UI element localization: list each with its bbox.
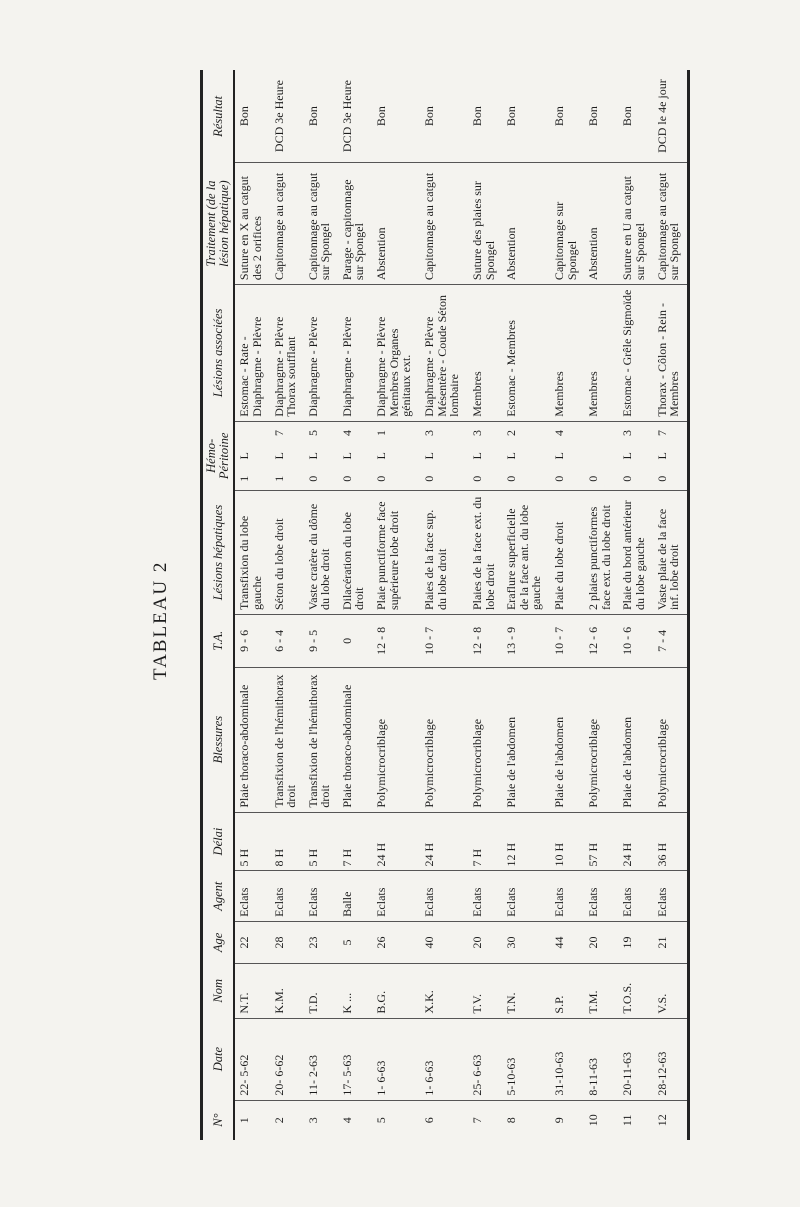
treatment-cell: Capitonnage sur Spongel <box>550 163 584 285</box>
name-cell: T.M. <box>584 963 618 1018</box>
delay-cell: 7 H <box>338 812 372 871</box>
treatment-cell: Capitonnage au catgut <box>420 163 468 285</box>
hemoperitoine-a-cell: 0 <box>338 467 372 490</box>
hemoperitoine-b-cell: L <box>339 452 354 460</box>
date-cell: 8-11-63 <box>584 1018 618 1100</box>
injuries-cell: Transfixion de l'hémithorax droit <box>270 667 304 812</box>
date-cell: 20- 6-62 <box>270 1018 304 1100</box>
name-cell: B.G. <box>372 963 420 1018</box>
table-row <box>468 70 502 1140</box>
delay-cell: 7 H <box>468 812 502 871</box>
injuries-cell: Polymicrocriblage <box>372 667 420 812</box>
name-cell: S.P. <box>550 963 584 1018</box>
injuries-cell: Plaie de l'abdomen <box>550 667 584 812</box>
age-cell: 44 <box>550 921 584 963</box>
blood-pressure-cell: 12 - 6 <box>584 615 618 668</box>
associated-lesions-cell: Membres <box>584 285 618 422</box>
header-ta: T.A. <box>202 615 235 668</box>
header-lesions-associees: Lésions associées <box>202 285 235 422</box>
age-cell: 40 <box>420 921 468 963</box>
hepatic-lesions-cell: Vaste cratère du dôme du lobe droit <box>304 491 338 615</box>
agent-cell: Eclats <box>234 871 269 921</box>
table-row <box>618 70 652 1140</box>
name-cell: V.S. <box>653 963 689 1018</box>
age-cell: 20 <box>468 921 502 963</box>
agent-cell: Balle <box>338 871 372 921</box>
hemoperitoine-b-cell: L <box>504 452 519 460</box>
treatment-cell: Parage - capitonnage sur Spongel <box>338 163 372 285</box>
date-cell: 5-10-63 <box>502 1018 550 1100</box>
hepatic-lesions-cell: Plaie punctiforme face supérieure lobe droit <box>372 491 420 615</box>
table-row <box>270 70 304 1140</box>
injuries-cell: Transfixion de l'hémithorax droit <box>304 667 338 812</box>
row-number: 4 <box>339 1117 354 1124</box>
name-cell: K.M. <box>270 963 304 1018</box>
row-number: 7 <box>469 1117 484 1124</box>
name-cell: T.D. <box>304 963 338 1018</box>
result-cell: Bon <box>468 70 502 163</box>
agent-cell: Eclats <box>653 871 689 921</box>
age-cell: 21 <box>653 921 689 963</box>
agent-cell: Eclats <box>550 871 584 921</box>
associated-lesions-cell: Diaphragme - Plèvre Membres Organes génitaux ext. <box>372 285 420 422</box>
agent-cell: Eclats <box>372 871 420 921</box>
hepatic-lesions-cell: Dilacération du lobe droit <box>338 491 372 615</box>
row-number: 1 <box>237 1117 252 1124</box>
hemoperitoine-c-cell: 1 <box>374 430 389 436</box>
blood-pressure-cell: 6 - 4 <box>270 615 304 668</box>
delay-cell: 10 H <box>550 812 584 871</box>
hemoperitoine-a-cell: 0 <box>304 467 338 490</box>
table-row <box>304 70 338 1140</box>
result-cell: DCD 3e Heure <box>338 70 372 163</box>
name-cell: T.O.S. <box>618 963 652 1018</box>
treatment-cell: Capitonnage au catgut sur Spongel <box>304 163 338 285</box>
blood-pressure-cell: 12 - 8 <box>372 615 420 668</box>
hemoperitoine-b-cell: L <box>271 452 286 460</box>
hemoperitoine-a-cell: 0 <box>653 467 689 490</box>
agent-cell: Eclats <box>468 871 502 921</box>
injuries-cell: Polymicrocriblage <box>420 667 468 812</box>
age-cell: 5 <box>338 921 372 963</box>
result-cell: Bon <box>618 70 652 163</box>
hemoperitoine-a-cell: 0 <box>618 467 652 490</box>
hemoperitoine-c-cell <box>584 421 618 444</box>
hemoperitoine-b-cell: L <box>237 452 252 460</box>
hemoperitoine-c-cell: 7 <box>654 430 669 436</box>
hemoperitoine-c-cell: 4 <box>339 430 354 436</box>
table-row <box>584 70 618 1140</box>
date-cell: 31-10-63 <box>550 1018 584 1100</box>
hemoperitoine-c-cell: 2 <box>504 430 519 436</box>
result-cell: DCD 3e Heure <box>270 70 304 163</box>
delay-cell: 8 H <box>270 812 304 871</box>
row-number: 6 <box>422 1117 436 1124</box>
hepatic-lesions-cell: Plaie du bord antérieur du lobe gauche <box>618 491 652 615</box>
table-row <box>550 70 584 1140</box>
injuries-cell: Plaie de l'abdomen <box>618 667 652 812</box>
table-row <box>338 70 372 1140</box>
age-cell: 28 <box>270 921 304 963</box>
date-cell: 22- 5-62 <box>234 1018 269 1100</box>
associated-lesions-cell: Estomac - Grêle Sigmoïde <box>618 285 652 422</box>
table-header-row <box>202 70 235 1140</box>
treatment-cell: Suture en X au catgut des 2 orifices <box>234 163 269 285</box>
age-cell: 22 <box>234 921 269 963</box>
rotated-table-container <box>200 70 690 1140</box>
delay-cell: 5 H <box>234 812 269 871</box>
agent-cell: Eclats <box>420 871 468 921</box>
header-traitement: Traitement (de la lésion hépatique) <box>202 163 235 285</box>
row-number: 9 <box>552 1117 567 1124</box>
results-table <box>200 70 690 1140</box>
injuries-cell: Plaie thoraco-abdominale <box>234 667 269 812</box>
date-cell: 17- 5-63 <box>338 1018 372 1100</box>
injuries-cell: Polymicrocriblage <box>468 667 502 812</box>
hemoperitoine-c-cell <box>234 421 269 444</box>
injuries-cell: Polymicrocriblage <box>584 667 618 812</box>
treatment-cell: Abstention <box>502 163 550 285</box>
row-number: 11 <box>620 1114 635 1127</box>
delay-cell: 5 H <box>304 812 338 871</box>
hemoperitoine-c-cell: 7 <box>271 430 286 436</box>
associated-lesions-cell: Diaphragme - Plèvre Mésentère - Coude Séton lombaire <box>420 285 468 422</box>
blood-pressure-cell: 9 - 6 <box>234 615 269 668</box>
header-resultat: Résultat <box>202 70 235 163</box>
treatment-cell: Abstention <box>584 163 618 285</box>
age-cell: 30 <box>502 921 550 963</box>
name-cell: K ... <box>338 963 372 1018</box>
blood-pressure-cell: 10 - 6 <box>618 615 652 668</box>
table-row <box>653 70 689 1140</box>
hemoperitoine-a-cell: 0 <box>420 467 468 490</box>
age-cell: 23 <box>304 921 338 963</box>
hemoperitoine-c-cell: 4 <box>552 430 567 436</box>
hemoperitoine-b-cell: L <box>552 452 567 460</box>
hemoperitoine-c-cell: 3 <box>469 430 484 436</box>
table-row <box>234 70 269 1140</box>
hemoperitoine-a-cell: 1 <box>270 467 304 490</box>
row-number: 5 <box>374 1117 389 1124</box>
result-cell: DCD le 4e jour <box>653 70 689 163</box>
agent-cell: Eclats <box>502 871 550 921</box>
header-hemoperitoine: Hémo-Péritoine <box>202 421 235 490</box>
hemoperitoine-a-cell: 0 <box>584 467 618 490</box>
date-cell: 1- 6-63 <box>372 1018 420 1100</box>
header-no: N° <box>202 1100 235 1140</box>
header-date: Date <box>202 1018 235 1100</box>
name-cell: T.V. <box>468 963 502 1018</box>
date-cell: 1- 6-63 <box>420 1018 468 1100</box>
header-age: Age <box>202 921 235 963</box>
row-number: 8 <box>504 1117 519 1124</box>
table-row <box>420 70 468 1140</box>
name-cell: X.K. <box>420 963 468 1018</box>
date-cell: 11- 2-63 <box>304 1018 338 1100</box>
hepatic-lesions-cell: Plaies de la face ext. du lobe droit <box>468 491 502 615</box>
hemoperitoine-c-cell: 3 <box>620 430 635 436</box>
agent-cell: Eclats <box>618 871 652 921</box>
agent-cell: Eclats <box>584 871 618 921</box>
table-row <box>502 70 550 1140</box>
header-delai: Délai <box>202 812 235 871</box>
result-cell: Bon <box>584 70 618 163</box>
hemoperitoine-a-cell: 0 <box>468 467 502 490</box>
result-cell: Bon <box>502 70 550 163</box>
associated-lesions-cell: Diaphragme - Plèvre Thorax soufflant <box>270 285 304 422</box>
agent-cell: Eclats <box>270 871 304 921</box>
treatment-cell: Capitonnage au catgut <box>270 163 304 285</box>
hemoperitoine-b-cell: L <box>305 452 320 460</box>
age-cell: 19 <box>618 921 652 963</box>
result-cell: Bon <box>420 70 468 163</box>
hemoperitoine-b-cell: L <box>374 452 389 460</box>
associated-lesions-cell: Estomac - Rate - Diaphragme - Plèvre <box>234 285 269 422</box>
header-nom: Nom <box>202 963 235 1018</box>
age-cell: 26 <box>372 921 420 963</box>
result-cell: Bon <box>234 70 269 163</box>
agent-cell: Eclats <box>304 871 338 921</box>
delay-cell: 24 H <box>372 812 420 871</box>
date-cell: 28-12-63 <box>653 1018 689 1100</box>
hemoperitoine-a-cell: 0 <box>372 467 420 490</box>
associated-lesions-cell: Membres <box>468 285 502 422</box>
hepatic-lesions-cell: Transfixion du lobe gauche <box>234 491 269 615</box>
delay-cell: 24 H <box>420 812 468 871</box>
blood-pressure-cell: 10 - 7 <box>420 615 468 668</box>
blood-pressure-cell: 9 - 5 <box>304 615 338 668</box>
hemoperitoine-a-cell: 0 <box>550 467 584 490</box>
hepatic-lesions-cell: Plaies de la face sup. du lobe droit <box>420 491 468 615</box>
date-cell: 25- 6-63 <box>468 1018 502 1100</box>
row-number: 3 <box>305 1117 320 1124</box>
hemoperitoine-c-cell: 5 <box>305 430 320 436</box>
treatment-cell: Suture des plaies sur Spongel <box>468 163 502 285</box>
hepatic-lesions-cell: 2 plaies punctiformes face ext. du lobe droit <box>584 491 618 615</box>
treatment-cell: Suture en U au catgut sur Spongel <box>618 163 652 285</box>
hemoperitoine-b-cell: L <box>654 452 669 460</box>
hepatic-lesions-cell: Plaie du lobe droit <box>550 491 584 615</box>
hepatic-lesions-cell: Séton du lobe droit <box>270 491 304 615</box>
treatment-cell: Abstention <box>372 163 420 285</box>
hemoperitoine-a-cell: 1 <box>234 467 269 490</box>
associated-lesions-cell: Diaphragme - Plèvre <box>304 285 338 422</box>
row-number: 12 <box>654 1114 669 1127</box>
associated-lesions-cell: Thorax - Côlon - Rein - Membres <box>653 285 689 422</box>
result-cell: Bon <box>372 70 420 163</box>
associated-lesions-cell: Membres <box>550 285 584 422</box>
blood-pressure-cell: 7 - 4 <box>653 615 689 668</box>
header-blessures: Blessures <box>202 667 235 812</box>
hemoperitoine-b-cell <box>584 444 618 467</box>
hemoperitoine-a-cell: 0 <box>502 467 550 490</box>
page-title: TABLEAU 2 <box>150 560 171 680</box>
hemoperitoine-b-cell: L <box>469 452 484 460</box>
result-cell: Bon <box>550 70 584 163</box>
delay-cell: 24 H <box>618 812 652 871</box>
header-agent: Agent <box>202 871 235 921</box>
row-number: 2 <box>271 1117 286 1124</box>
treatment-cell: Capitonnage au catgut sur Spongel <box>653 163 689 285</box>
name-cell: N.T. <box>234 963 269 1018</box>
hepatic-lesions-cell: Eraflure superficielle de la face ant. du lobe gauche <box>502 491 550 615</box>
result-cell: Bon <box>304 70 338 163</box>
associated-lesions-cell: Diaphragme - Plèvre <box>338 285 372 422</box>
row-number: 10 <box>586 1114 601 1127</box>
blood-pressure-cell: 10 - 7 <box>550 615 584 668</box>
delay-cell: 36 H <box>653 812 689 871</box>
blood-pressure-cell: 0 <box>338 615 372 668</box>
header-lesions-hepatiques: Lésions hépatiques <box>202 491 235 615</box>
age-cell: 20 <box>584 921 618 963</box>
name-cell: T.N. <box>502 963 550 1018</box>
injuries-cell: Polymicrocriblage <box>653 667 689 812</box>
associated-lesions-cell: Estomac - Membres <box>502 285 550 422</box>
blood-pressure-cell: 12 - 8 <box>468 615 502 668</box>
injuries-cell: Plaie de l'abdomen <box>502 667 550 812</box>
hemoperitoine-c-cell: 3 <box>422 430 436 436</box>
delay-cell: 12 H <box>502 812 550 871</box>
injuries-cell: Plaie thoraco-abdominale <box>338 667 372 812</box>
hepatic-lesions-cell: Vaste plaie de la face inf. lobe droit <box>653 491 689 615</box>
table-row <box>372 70 420 1140</box>
hemoperitoine-b-cell: L <box>620 452 635 460</box>
blood-pressure-cell: 13 - 9 <box>502 615 550 668</box>
date-cell: 20-11-63 <box>618 1018 652 1100</box>
delay-cell: 57 H <box>584 812 618 871</box>
hemoperitoine-b-cell: L <box>422 452 436 460</box>
